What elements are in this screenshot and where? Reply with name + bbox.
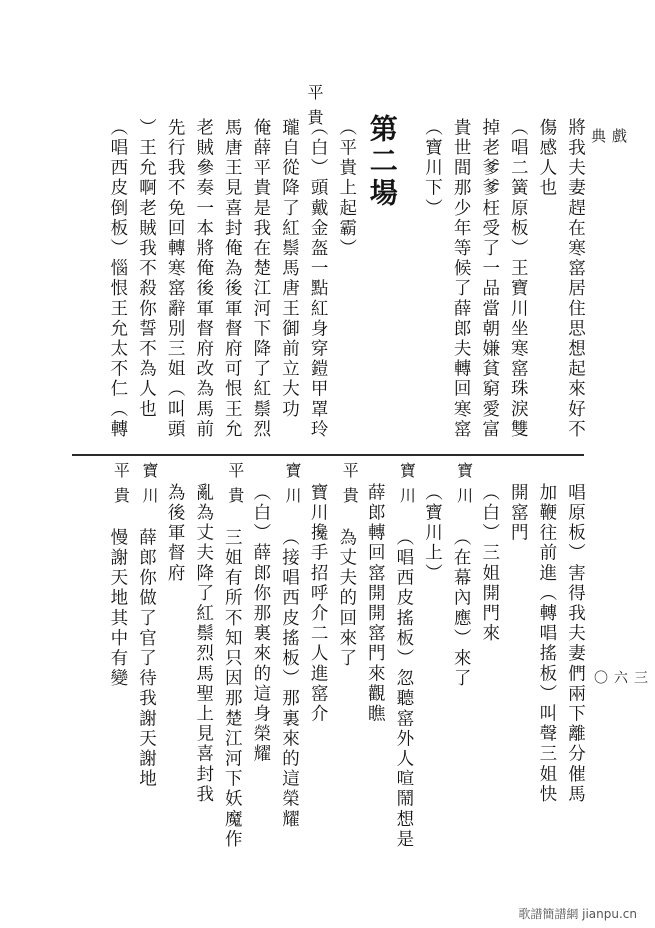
text-column: 貴世間那少年等候了薛郎夫轉回寒窰 xyxy=(451,118,472,440)
text-column: 慢謝天地其中有變 xyxy=(107,528,128,689)
text-column: 為丈夫的回來了 xyxy=(336,528,357,669)
text-column: 薛郎轉回窰開開窰門來觀瞧 xyxy=(365,483,386,725)
speaker-label: 寶川 xyxy=(283,462,302,512)
section-divider xyxy=(72,454,584,456)
text-column: （白）薛郎你那裏來的這身榮耀 xyxy=(250,483,271,765)
speaker-label: 平貴 xyxy=(111,462,131,512)
text-column: （唱西皮倒板）惱恨王允太不仁（轉 xyxy=(107,118,128,440)
text-column: （白）三姐開門來 xyxy=(479,483,500,644)
text-column: 瓏自從降了紅鬃馬唐王御前立大功 xyxy=(279,118,300,420)
speaker-label: 寶川 xyxy=(140,462,159,512)
text-column: （接唱西皮搖板）那裏來的這榮耀 xyxy=(279,528,300,830)
speaker-label: 寶川 xyxy=(454,462,474,512)
text-column: 先行我不免回轉寒窰辭別三姐（叫頭 xyxy=(165,118,186,440)
text-column: 亂為丈夫降了紅鬃烈馬聖上見喜封我 xyxy=(193,483,214,805)
text-column: （平貴上起霸） xyxy=(336,118,357,259)
text-column: 寶川攙手招呼介二人進窰介 xyxy=(308,483,329,725)
scene-title: 第二場 xyxy=(365,114,399,210)
text-column: （在幕內應）來了 xyxy=(451,528,472,689)
watermark-text: 歌譜簡譜網 jianpu.cn xyxy=(518,907,637,921)
text-column: 馬唐王見喜封俺為後軍督府可恨王允 xyxy=(222,118,243,440)
speaker-label: 平貴 xyxy=(340,462,360,512)
speaker-label: 寶川 xyxy=(397,462,417,512)
text-column: 傷感人也 xyxy=(536,118,557,199)
text-column: 將我夫妻趕在寒窰居住思想起來好不 xyxy=(565,118,586,440)
text-column: ）王允啊老賊我不殺你誓不為人也 xyxy=(136,118,157,420)
text-column: 薛郎你做了官了待我謝天謝地 xyxy=(136,528,157,790)
text-column: 為後軍督府 xyxy=(165,483,186,584)
speaker-label: 平貴 xyxy=(225,462,245,512)
text-column: 掉老爹爹枉受了一品當朝嫌貧窮愛富 xyxy=(479,118,500,440)
text-column: 老賊參奏一本將俺後軍督府改為馬前 xyxy=(193,118,214,440)
text-column: （唱二簧原板）王寶川坐寒窰珠淚雙 xyxy=(508,118,529,440)
top-speaker-label: 平貴 xyxy=(305,84,324,134)
text-column: 俺薛平貴是我在楚江河下降了紅鬃烈 xyxy=(250,118,271,440)
text-column: 開窰門 xyxy=(508,483,529,544)
text-column: 三姐有所不知只因那楚江河下妖魔作 xyxy=(222,528,243,850)
text-column: （寶川上） xyxy=(422,483,443,584)
book-title: 戲典 xyxy=(589,128,628,145)
page-number: 三六〇 xyxy=(592,670,648,684)
text-column: （寶川下） xyxy=(422,118,443,219)
text-column: 加鞭往前進（轉唱搖板）叫聲三姐快 xyxy=(536,483,557,805)
text-column: （白）頭戴金盔一點紅身穿鎧甲罩玲 xyxy=(308,118,329,440)
text-column: （唱西皮搖板）忽聽窰外人喧鬧想是 xyxy=(393,528,414,850)
text-column: 唱原板）害得我夫妻們兩下離分催馬 xyxy=(565,483,586,805)
